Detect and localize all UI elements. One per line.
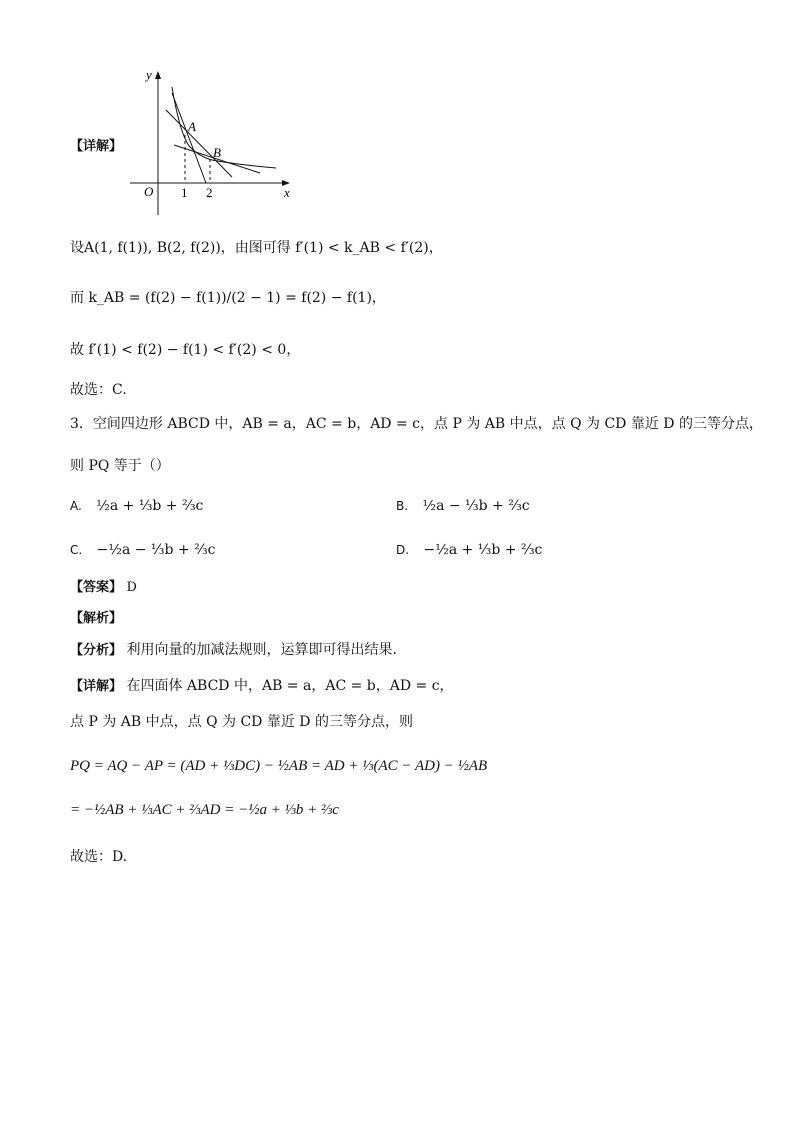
analysis-tag-text: 【解析】	[70, 611, 123, 626]
detail2-line2: 点 P 为 AB 中点，点 Q 为 CD 靠近 D 的三等分点，则	[70, 714, 413, 730]
line-setup	[70, 238, 443, 258]
fenxi-tag: 【分析】	[70, 643, 123, 658]
line-slope	[70, 288, 386, 308]
choice-c-label: C.	[70, 543, 83, 557]
choice-d-expr: −½a + ⅓b + ⅔c	[423, 542, 543, 558]
fenxi-line	[70, 640, 397, 661]
fenxi-text: 利用向量的加减法规则，运算即可得出结果.	[126, 642, 397, 658]
analysis-tag	[70, 608, 122, 629]
point-a-label: A	[188, 119, 196, 134]
detail2-line1	[70, 676, 454, 697]
choice-b-expr: ½a − ⅓b + ⅔c	[422, 498, 530, 514]
tick-1-label: 1	[181, 185, 188, 200]
choice-a[interactable]	[70, 496, 203, 516]
answer-tag: 【答案】	[70, 580, 123, 595]
detail-tag-1: 【详解】	[70, 139, 123, 154]
line-slope-text: 而 k_AB = (f(2) − f(1))/(2 − 1) = f(2) − f(1)，	[70, 290, 386, 306]
choice-b-label: B.	[396, 499, 409, 513]
answer-line	[70, 577, 137, 598]
secant-ab	[166, 110, 232, 177]
line-conclusion	[70, 340, 300, 360]
choice-a-expr: ½a + ⅓b + ⅔c	[96, 498, 204, 514]
detail-tag-2: 【详解】	[70, 679, 123, 694]
y-label: y	[146, 67, 152, 82]
y-axis-arrow	[155, 71, 161, 79]
choice-d-label: D.	[396, 543, 410, 557]
question-3: 3．空间四边形 ABCD 中，AB = a，AC = b，AD = c，点 P 为 AB 中点，点 Q 为 CD 靠近 D 的三等分点，	[70, 416, 763, 432]
x-label: x	[284, 185, 290, 200]
tick-2-label: 2	[206, 185, 213, 200]
choice-b[interactable]	[396, 496, 530, 516]
choice-d[interactable]	[396, 540, 542, 560]
tangent-at-a	[172, 93, 206, 183]
line-choose-c: 故选：C.	[70, 382, 127, 398]
choice-c[interactable]	[70, 540, 216, 560]
equation-1: PQ = AQ − AP = (AD + ⅓DC) − ½AB = AD + ⅓(AC − AD) − ½AB	[70, 758, 488, 774]
choice-a-label: A.	[70, 499, 82, 513]
line-conclusion-text: 故 f′(1) < f(2) − f(1) < f′(2) < 0，	[70, 342, 301, 358]
equation-2: = −½AB + ⅓AC + ⅔AD = −½a + ⅓b + ⅔c	[70, 802, 339, 818]
question-3-prompt: 则 PQ 等于（）	[70, 458, 170, 474]
origin-label: O	[144, 184, 154, 199]
point-b-label: B	[213, 145, 221, 160]
line-setup-text: 设A(1, f(1)), B(2, f(2))，由图可得 f′(1) < k_AB < f′(2)，	[70, 240, 443, 256]
answer-value: D	[126, 580, 137, 595]
final-answer: 故选：D.	[70, 849, 128, 865]
choice-c-expr: −½a − ⅓b + ⅔c	[96, 542, 216, 558]
tangent-figure	[120, 65, 300, 220]
detail2-line1-text: 在四面体 ABCD 中，AB = a，AC = b，AD = c，	[126, 678, 454, 694]
